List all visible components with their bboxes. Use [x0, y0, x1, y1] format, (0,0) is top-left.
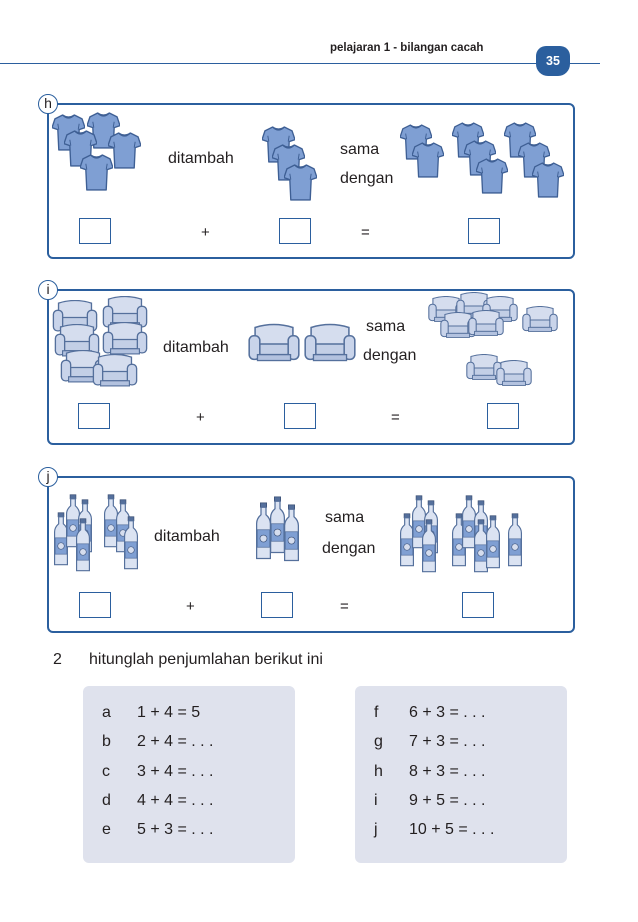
answer-box-h-1[interactable] — [79, 218, 111, 244]
armchairs-group-two — [248, 314, 360, 386]
word-dengan: dengan — [340, 170, 394, 187]
plus-sign: + — [201, 224, 210, 241]
equals-sign: = — [340, 598, 349, 615]
sum-expression: 5 + 3 = . . . — [137, 821, 214, 838]
sum-expression: 8 + 3 = . . . — [409, 763, 486, 780]
sum-letter: c — [102, 763, 110, 780]
sum-expression: 6 + 3 = . . . — [409, 704, 486, 721]
exercise-letter-j: j — [38, 467, 58, 487]
word-sama: sama — [325, 509, 365, 526]
word-ditambah: ditambah — [163, 339, 229, 356]
word-ditambah: ditambah — [154, 528, 220, 545]
plus-sign: + — [196, 409, 205, 426]
armchairs-group-six — [52, 296, 152, 396]
sum-letter: g — [374, 733, 383, 750]
page-number-badge: 35 — [536, 46, 570, 76]
word-dengan: dengan — [322, 540, 376, 557]
sum-letter: b — [102, 733, 111, 750]
shirts-group-three — [262, 124, 324, 214]
shirts-group-eight — [400, 120, 578, 220]
armchairs-group-eight — [426, 290, 562, 402]
answer-box-h-3[interactable] — [468, 218, 500, 244]
plus-sign: + — [186, 598, 195, 615]
exercise-letter-h: h — [38, 94, 58, 114]
sum-letter: j — [374, 821, 378, 838]
question-text: hitunglah penjumlahan berikut ini — [89, 651, 323, 668]
word-sama: sama — [366, 318, 406, 335]
sum-letter: i — [374, 792, 378, 809]
sum-expression: 7 + 3 = . . . — [409, 733, 486, 750]
bottles-group-seven — [52, 488, 144, 584]
sum-expression: 9 + 5 = . . . — [409, 792, 486, 809]
sum-expression: 1 + 4 = 5 — [137, 704, 201, 721]
answer-box-i-1[interactable] — [78, 403, 110, 429]
sum-letter: h — [374, 763, 383, 780]
sums-box-left — [83, 686, 295, 863]
header-title: pelajaran 1 - bilangan cacah — [330, 42, 484, 54]
bottles-group-ten — [396, 488, 534, 586]
answer-box-j-1[interactable] — [79, 592, 111, 618]
sum-letter: f — [374, 704, 379, 721]
sum-letter: a — [102, 704, 111, 721]
sum-letter: d — [102, 792, 111, 809]
answer-box-h-2[interactable] — [279, 218, 311, 244]
answer-box-i-2[interactable] — [284, 403, 316, 429]
header-rule — [0, 63, 600, 64]
sums-box-right — [355, 686, 567, 863]
sum-expression: 2 + 4 = . . . — [137, 733, 214, 750]
sum-expression: 10 + 5 = . . . — [409, 821, 495, 838]
word-ditambah: ditambah — [168, 150, 234, 167]
exercise-letter-i: i — [38, 280, 58, 300]
answer-box-i-3[interactable] — [487, 403, 519, 429]
answer-box-j-2[interactable] — [261, 592, 293, 618]
word-dengan: dengan — [363, 347, 417, 364]
answer-box-j-3[interactable] — [462, 592, 494, 618]
word-sama: sama — [340, 141, 380, 158]
sum-expression: 4 + 4 = . . . — [137, 792, 214, 809]
question-number: 2 — [53, 651, 62, 668]
equals-sign: = — [391, 409, 400, 426]
sum-expression: 3 + 4 = . . . — [137, 763, 214, 780]
equals-sign: = — [361, 224, 370, 241]
bottles-group-three — [254, 486, 304, 582]
shirts-group-five — [52, 112, 157, 210]
sum-letter: e — [102, 821, 111, 838]
